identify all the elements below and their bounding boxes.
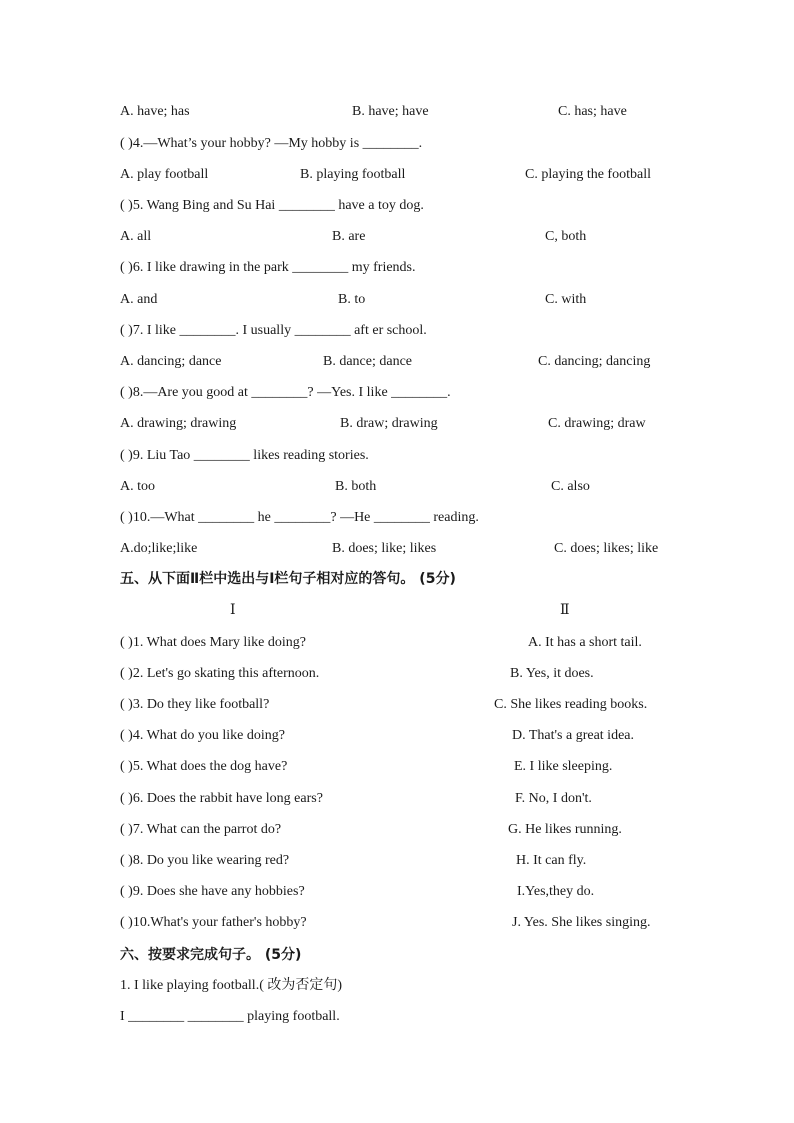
q10-option-a: A.do;like;like — [120, 541, 198, 556]
q4-option-b: B. playing football — [300, 167, 406, 182]
matching-question-3: ( )3. Do they like football? — [120, 697, 270, 713]
q3-option-c: C. has; have — [558, 104, 627, 119]
matching-question-5: ( )5. What does the dog have? — [120, 759, 288, 775]
q6-option-b: B. to — [338, 292, 366, 307]
matching-answer-a: A. It has a short tail. — [528, 635, 642, 650]
matching-question-8: ( )8. Do you like wearing red? — [120, 852, 290, 868]
q5-option-a: A. all — [120, 229, 152, 244]
matching-question-7: ( )7. What can the parrot do? — [120, 821, 282, 837]
section6-title: 六、按要求完成句子。 (5分) — [120, 947, 302, 963]
section6-item1-answer-line: I ________ ________ playing football. — [120, 1009, 340, 1024]
matching-question-4: ( )4. What do you like doing? — [120, 728, 285, 744]
q8-question: ( )8.—Are you good at ________? —Yes. I like ________. — [120, 385, 451, 400]
q9-options — [120, 477, 680, 497]
q3-options — [120, 102, 680, 122]
q6-option-c: C. with — [545, 292, 587, 307]
matching-answer-c: C. She likes reading books. — [494, 697, 648, 713]
matching-question-9: ( )9. Does she have any hobbies? — [120, 883, 305, 899]
column-ii-header: Ⅱ — [560, 603, 570, 618]
column-i-header: Ⅰ — [230, 603, 236, 618]
q6-options — [120, 290, 680, 310]
matching-answer-d: D. That's a great idea. — [512, 728, 634, 744]
matching-question-10: ( )10.What's your father's hobby? — [120, 914, 307, 930]
q9-option-c: C. also — [551, 479, 590, 494]
q3-option-a: A. have; has — [120, 104, 190, 119]
q8-option-b: B. draw; drawing — [340, 416, 438, 431]
q5-question: ( )5. Wang Bing and Su Hai ________ have a toy dog. — [120, 198, 424, 213]
q10-option-c: C. does; likes; like — [554, 541, 659, 556]
matching-answer-g: G. He likes running. — [508, 821, 622, 837]
q6-option-a: A. and — [120, 292, 158, 307]
q5-option-c: C, both — [545, 229, 587, 244]
q7-option-a: A. dancing; dance — [120, 354, 222, 369]
q6-question: ( )6. I like drawing in the park ________ my friends. — [120, 260, 416, 275]
matching-answer-b: B. Yes, it does. — [510, 666, 594, 682]
matching-answer-i: I.Yes,they do. — [517, 883, 595, 899]
q9-question: ( )9. Liu Tao ________ likes reading stories. — [120, 448, 369, 463]
q3-option-b: B. have; have — [352, 104, 429, 119]
q9-option-a: A. too — [120, 479, 155, 494]
q8-options — [120, 414, 680, 434]
q10-question: ( )10.—What ________ he ________? —He ________ reading. — [120, 510, 479, 525]
matching-answer-e: E. I like sleeping. — [514, 759, 613, 775]
matching-answer-f: F. No, I don't. — [515, 790, 592, 806]
q7-option-b: B. dance; dance — [323, 354, 413, 369]
matching-question-2: ( )2. Let's go skating this afternoon. — [120, 666, 320, 682]
q7-question: ( )7. I like ________. I usually ________ aft er school. — [120, 323, 427, 338]
matching-question-6: ( )6. Does the rabbit have long ears? — [120, 790, 323, 806]
matching-answer-j: J. Yes. She likes singing. — [512, 914, 651, 930]
q5-options — [120, 227, 680, 247]
q5-option-b: B. are — [332, 229, 366, 244]
q10-options — [120, 539, 680, 559]
q4-question: ( )4.—What’s your hobby? —My hobby is ________. — [120, 136, 423, 151]
q4-options — [120, 165, 680, 185]
q10-option-b: B. does; like; likes — [332, 541, 437, 556]
q7-option-c: C. dancing; dancing — [538, 354, 651, 369]
q8-option-a: A. drawing; drawing — [120, 416, 237, 431]
section5-title: 五、从下面Ⅱ栏中选出与Ⅰ栏句子相对应的答句。 (5分) — [120, 571, 456, 587]
matching-answer-h: H. It can fly. — [516, 852, 587, 868]
q8-option-c: C. drawing; draw — [548, 416, 646, 431]
q4-option-a: A. play football — [120, 167, 209, 182]
matching-question-1: ( )1. What does Mary like doing? — [120, 635, 306, 650]
q7-options — [120, 352, 680, 372]
q9-option-b: B. both — [335, 479, 377, 494]
section6-item1: 1. I like playing football.( 改为否定句) — [120, 978, 343, 993]
q4-option-c: C. playing the football — [525, 167, 651, 182]
